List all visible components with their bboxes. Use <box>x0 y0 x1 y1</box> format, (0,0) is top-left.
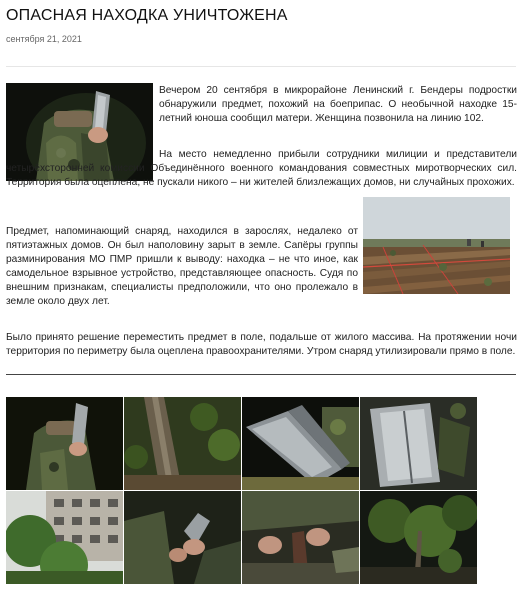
gallery-thumb-1[interactable] <box>6 397 123 490</box>
gallery-thumb-7[interactable] <box>242 491 359 584</box>
paragraph-1: Вечером 20 сентября в микрорайоне Ленинский г. Бендеры подростки обнаружили предмет, похожий на боеприпас. О необычной находке 15-летний юноша сообщил матери. Женщина позвонила на линию 102. <box>159 85 517 124</box>
article-title: ОПАСНАЯ НАХОДКА УНИЧТОЖЕНА <box>6 7 288 24</box>
gallery-thumb-2[interactable] <box>124 397 241 490</box>
paragraph-3: Предмет, напоминающий снаряд, находился в зарослях, недалеко от пятиэтажных домов. Он был наполовину зарыт в земле. Сапёры группы разминирования МО ПМР пришли к выводу: находка – не что иное, как самодельное взрывное устройство, представляющее опасность. Судя по внешним признакам, специалисты предположили, что оно пролежало в земле около двух лет. <box>6 226 358 307</box>
field-photo[interactable] <box>363 197 510 294</box>
gallery-thumb-3[interactable] <box>242 397 359 490</box>
paragraph-2: На место немедленно прибыли сотрудники милиции и представители четырёхсторонней комиссии Объединённого военного командования совместных миротворческих сил. Территория была оцеплена, не пускали никого – ни жителей близлежащих домов, ни случайных прохожих. <box>6 149 517 188</box>
article-date: сентября 21, 2021 <box>6 34 82 44</box>
gallery-thumb-8[interactable] <box>360 491 477 584</box>
gallery-thumb-4[interactable] <box>360 397 477 490</box>
header-divider <box>6 66 516 67</box>
paragraph-4: Было принято решение переместить предмет в поле, подальше от жилого массива. На протяжении ночи территория по периметру была оцеплена правоохранителями. Утром снаряд утилизировали прямо в поле. <box>6 332 517 357</box>
gallery-thumb-5[interactable] <box>6 491 123 584</box>
content-divider <box>6 374 516 375</box>
gallery-thumb-6[interactable] <box>124 491 241 584</box>
